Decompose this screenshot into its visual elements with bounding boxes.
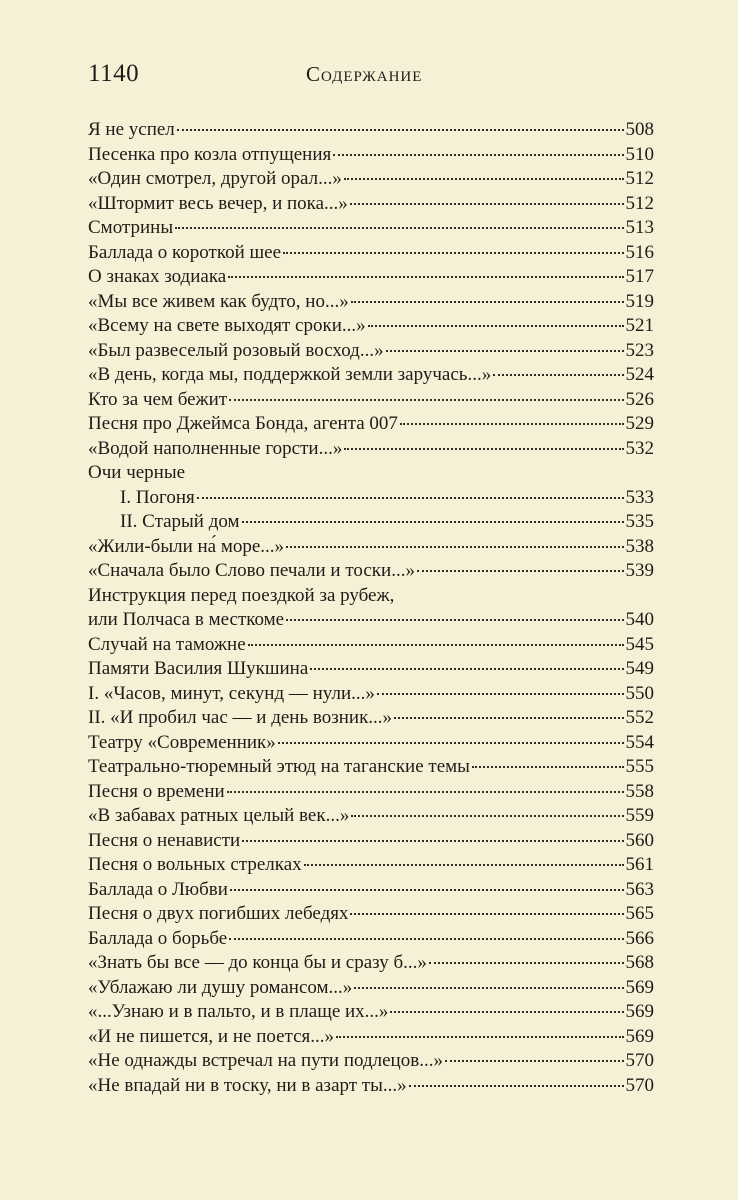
dot-leader xyxy=(336,1036,624,1038)
dot-leader xyxy=(409,1085,624,1087)
toc-entry xyxy=(88,633,654,658)
dot-leader xyxy=(394,717,623,719)
toc-entry-title: Песня о ненависти xyxy=(88,829,241,851)
toc-entry xyxy=(88,559,654,584)
toc-entry-title: Песня о вольных стрелках xyxy=(88,854,302,875)
dot-leader xyxy=(230,889,624,891)
toc-entry-title: «Был развеселый розовый восход...» xyxy=(88,339,384,361)
toc-entry-title: I. Погоня xyxy=(120,486,195,508)
dot-leader xyxy=(175,227,623,229)
toc-entry-page: 516 xyxy=(625,241,654,263)
toc-entry-page: 529 xyxy=(625,413,654,434)
toc-entry-page: 568 xyxy=(625,952,654,973)
dot-leader xyxy=(368,325,624,327)
toc-entry xyxy=(88,339,654,364)
toc-entry xyxy=(88,143,654,168)
toc-entry xyxy=(88,388,654,413)
toc-entry xyxy=(88,314,654,339)
toc-entry xyxy=(88,1025,654,1050)
toc-entry xyxy=(88,290,654,315)
dot-leader xyxy=(400,423,624,425)
dot-leader xyxy=(386,350,624,352)
toc-entry-title: Кто за чем бежит xyxy=(88,388,228,410)
dot-leader xyxy=(229,938,623,940)
toc-entry xyxy=(88,1000,654,1025)
toc-entry-page: 559 xyxy=(625,805,654,826)
toc-entry xyxy=(88,608,654,633)
toc-entry-title: Песня про Джеймса Бонда, агента 007 xyxy=(88,413,398,434)
toc-entry-page: 533 xyxy=(625,486,654,508)
toc-entry-page: 563 xyxy=(625,878,654,900)
dot-leader xyxy=(429,962,624,964)
toc-entry-page: 526 xyxy=(625,388,654,410)
toc-entry-title: «В день, когда мы, поддержкой земли заручась...» xyxy=(88,364,492,385)
toc-entry-page: 524 xyxy=(625,364,654,385)
toc-entry-title: «В забавах ратных целый век...» xyxy=(88,805,350,826)
dot-leader xyxy=(350,203,624,205)
toc-entry-title: «Знать бы все — до конца бы и сразу б...» xyxy=(88,952,427,973)
toc-entry-title: или Полчаса в месткоме xyxy=(88,609,285,630)
dot-leader xyxy=(472,766,624,768)
toc-entry-page: 554 xyxy=(625,731,654,753)
toc-entry-page: 569 xyxy=(625,976,654,998)
dot-leader xyxy=(242,521,624,523)
toc-entry-title: «Мы все живем как будто, но...» xyxy=(88,290,349,312)
toc-entry-page: 538 xyxy=(625,535,654,557)
toc-entry-page: 535 xyxy=(625,511,654,532)
toc-entry xyxy=(88,118,654,143)
toc-entry-page: 513 xyxy=(625,217,654,238)
dot-leader xyxy=(351,301,624,303)
toc-entry-title: II. «И пробил час — и день возник...» xyxy=(88,707,393,728)
toc-entry-page: 570 xyxy=(625,1074,654,1096)
toc-entry-page: 521 xyxy=(625,315,654,336)
toc-entry xyxy=(88,265,654,290)
toc-entry xyxy=(88,241,654,266)
dot-leader xyxy=(177,129,624,131)
dot-leader xyxy=(445,1060,624,1062)
toc-entry xyxy=(88,755,654,780)
toc-entry xyxy=(88,951,654,976)
dot-leader xyxy=(227,791,624,793)
toc-entry xyxy=(88,461,654,486)
dot-leader xyxy=(242,840,623,842)
dot-leader xyxy=(344,178,624,180)
toc-entry xyxy=(88,363,654,388)
dot-leader xyxy=(248,644,624,646)
toc-entry-page: 519 xyxy=(625,290,654,312)
dot-leader xyxy=(278,742,624,744)
toc-entry-title: Театрально-тюремный этюд на таганские темы xyxy=(88,756,470,777)
toc-entry-page: 523 xyxy=(625,339,654,361)
toc-entry xyxy=(88,1074,654,1099)
toc-entry xyxy=(88,902,654,927)
toc-entry-title: «Не однажды встречал на пути подлецов...» xyxy=(88,1050,443,1071)
toc-entry-page: 565 xyxy=(625,903,654,924)
dot-leader xyxy=(228,276,623,278)
toc-entry-page: 560 xyxy=(625,829,654,851)
dot-leader xyxy=(286,546,623,548)
toc-entry xyxy=(88,510,654,535)
toc-entry-page: 561 xyxy=(625,854,654,875)
toc-entry-page: 532 xyxy=(625,437,654,459)
toc-entry xyxy=(88,853,654,878)
toc-entry xyxy=(88,706,654,731)
toc-entry-title: I. «Часов, минут, секунд — нули...» xyxy=(88,682,375,704)
dot-leader xyxy=(286,619,623,621)
toc-entry-page: 512 xyxy=(625,192,654,214)
toc-entry-title: Театру «Современник» xyxy=(88,731,276,753)
toc-entry-page: 508 xyxy=(625,119,654,140)
toc-entry-title: «Всему на свете выходят сроки...» xyxy=(88,315,366,336)
toc-entry-page: 570 xyxy=(625,1050,654,1071)
toc-entry-page: 558 xyxy=(625,780,654,802)
dot-leader xyxy=(283,252,623,254)
dot-leader xyxy=(390,1011,623,1013)
dot-leader xyxy=(350,913,623,915)
toc-entry-title: «Не впадай ни в тоску, ни в азарт ты...» xyxy=(88,1074,407,1096)
dot-leader xyxy=(310,668,623,670)
toc-entry xyxy=(88,804,654,829)
toc-entry-title: Баллада о борьбе xyxy=(88,927,228,949)
dot-leader xyxy=(229,399,623,401)
section-title: Содержание xyxy=(306,62,423,86)
toc-entry xyxy=(88,412,654,437)
toc-entry xyxy=(88,486,654,511)
toc-entry-page: 552 xyxy=(625,707,654,728)
toc-entry-page: 539 xyxy=(625,560,654,581)
toc-entry-title: «Ублажаю ли душу романсом...» xyxy=(88,976,353,998)
dot-leader xyxy=(344,448,623,450)
toc-entry xyxy=(88,584,654,609)
toc-entry-title: Смотрины xyxy=(88,217,174,238)
toc-entry-title: «Водой наполненные горсти...» xyxy=(88,437,343,459)
toc-entry xyxy=(88,682,654,707)
toc-entry-title: Баллада о Любви xyxy=(88,878,228,900)
toc-entry xyxy=(88,927,654,952)
toc-entry xyxy=(88,216,654,241)
dot-leader xyxy=(351,815,623,817)
toc-entry xyxy=(88,878,654,903)
dot-leader xyxy=(493,374,623,376)
toc-entry-title: «Жили-были на́ море...» xyxy=(88,535,285,557)
toc-entry xyxy=(88,829,654,854)
toc-entry-page: 566 xyxy=(625,927,654,949)
toc-entry-title: Песня о двух погибших лебедях xyxy=(88,903,349,924)
toc-entry-page: 555 xyxy=(625,756,654,777)
toc-entry-page: 569 xyxy=(625,1025,654,1047)
toc-entry-title: Баллада о короткой шее xyxy=(88,241,282,263)
toc-entry-page: 549 xyxy=(625,658,654,679)
toc-entry xyxy=(88,167,654,192)
toc-entry-title: Песня о времени xyxy=(88,780,225,802)
toc-entry-title: II. Старый дом xyxy=(120,511,240,532)
toc-entry-page: 510 xyxy=(625,143,654,165)
toc-entry-title: Песенка про козла отпущения xyxy=(88,143,332,165)
dot-leader xyxy=(197,497,624,499)
dot-leader xyxy=(417,570,624,572)
toc-entry-page: 569 xyxy=(625,1001,654,1022)
page-number: 1140 xyxy=(88,60,140,87)
toc-entry-title: Памяти Василия Шукшина xyxy=(88,658,309,679)
toc-entry xyxy=(88,657,654,682)
table-of-contents xyxy=(88,118,654,1098)
dot-leader xyxy=(377,693,624,695)
toc-entry-title: Я не успел xyxy=(88,119,175,140)
toc-entry xyxy=(88,731,654,756)
dot-leader xyxy=(354,987,623,989)
toc-entry-page: 550 xyxy=(625,682,654,704)
toc-entry xyxy=(88,437,654,462)
toc-entry-title: «И не пишется, и не поется...» xyxy=(88,1025,334,1047)
running-head xyxy=(88,60,654,90)
toc-entry xyxy=(88,976,654,1001)
toc-entry xyxy=(88,535,654,560)
toc-entry-title: Случай на таможне xyxy=(88,633,246,655)
toc-entry-page: 512 xyxy=(625,168,654,189)
toc-entry-title: «Сначала было Слово печали и тоски...» xyxy=(88,560,415,581)
dot-leader xyxy=(304,864,624,866)
toc-entry-title: «...Узнаю и в пальто, и в плаще их...» xyxy=(88,1001,389,1022)
toc-entry xyxy=(88,1049,654,1074)
toc-entry xyxy=(88,192,654,217)
toc-entry xyxy=(88,780,654,805)
toc-entry-title: О знаках зодиака xyxy=(88,266,227,287)
toc-entry-title: «Штормит весь вечер, и пока...» xyxy=(88,192,348,214)
dot-leader xyxy=(333,154,623,156)
toc-entry-page: 540 xyxy=(625,609,654,630)
toc-entry-page: 545 xyxy=(625,633,654,655)
toc-entry-title: Инструкция перед поездкой за рубеж, xyxy=(88,584,395,606)
toc-entry-title: Очи черные xyxy=(88,462,186,483)
toc-entry-page: 517 xyxy=(625,266,654,287)
toc-entry-title: «Один смотрел, другой орал...» xyxy=(88,168,342,189)
